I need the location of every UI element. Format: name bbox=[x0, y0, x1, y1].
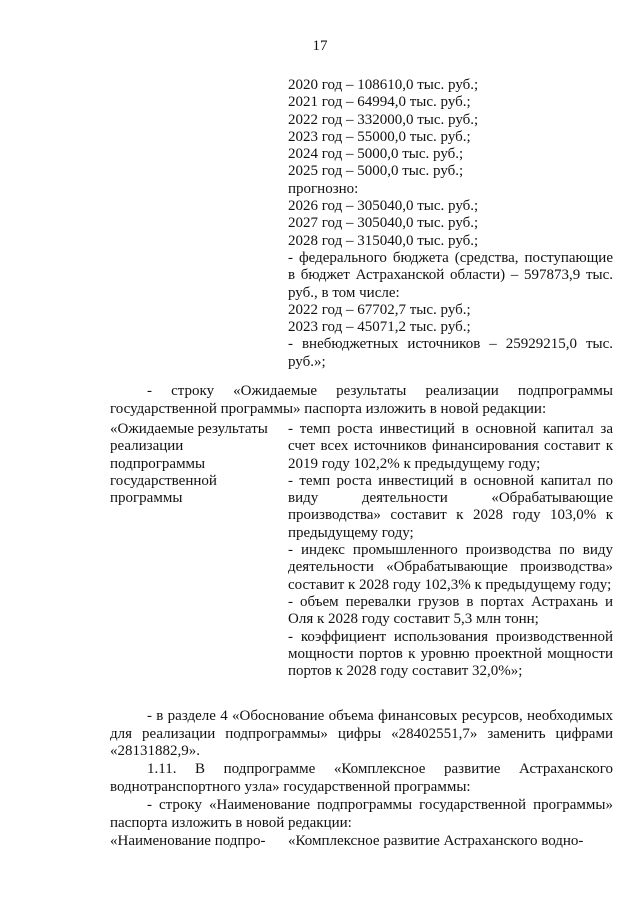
result-item: - коэффициент использования производственной мощности портов к уровню проектной мощности портов к 2028 году составит 32,0%»; bbox=[288, 628, 613, 680]
name-table-content: «Комплексное развитие Астраханского водно- bbox=[288, 833, 584, 849]
result-item: - темп роста инвестиций в основной капитал за счет всех источников финансирования составит к 2019 году 102,2% к предыдущему году; bbox=[288, 421, 613, 472]
finance-line: 2021 год – 64994,0 тыс. руб.; bbox=[288, 94, 471, 111]
finance-line: 2027 год – 305040,0 тыс. руб.; bbox=[288, 215, 479, 232]
finance-line: 2020 год – 108610,0 тыс. руб.; bbox=[288, 77, 479, 93]
result-item: - темп роста инвестиций в основной капитал по виду деятельности «Обрабатывающие производства» составит к 2028 году 103,0% к предыдущему году; bbox=[288, 472, 613, 541]
finance-line: 2028 год – 315040,0 тыс. руб.; bbox=[288, 232, 479, 249]
federal-line: 2022 год – 67702,7 тыс. руб.; bbox=[288, 301, 471, 318]
finance-line: 2022 год – 332000,0 тыс. руб.; bbox=[288, 111, 479, 128]
finance-line: 2024 год – 5000,0 тыс. руб.; bbox=[288, 146, 464, 163]
expected-results-content bbox=[288, 421, 613, 680]
name-table bbox=[110, 833, 613, 853]
federal-line: 2023 год – 45071,2 тыс. руб.; bbox=[288, 319, 471, 336]
expected-results-table bbox=[110, 421, 613, 706]
federal-budget-text: - федерального бюджета (средства, поступающие в бюджет Астраханской области) – 597873,9 тыс. руб., в том числе: bbox=[288, 249, 613, 301]
finance-line: 2023 год – 55000,0 тыс. руб.; bbox=[288, 128, 471, 145]
name-table-label: «Наименование подпро- bbox=[110, 833, 266, 849]
finance-line: прогнозно: bbox=[288, 180, 359, 197]
finance-schedule bbox=[288, 77, 613, 371]
name-row-intro: - строку «Наименование подпрограммы государственной программы» паспорта изложить в новой редакции: bbox=[110, 797, 613, 831]
finance-line: 2025 год – 5000,0 тыс. руб.; bbox=[288, 163, 464, 180]
extrabudgetary-text: - внебюджетных источников – 25929215,0 тыс. руб.»; bbox=[288, 336, 613, 370]
section4-paragraph: - в разделе 4 «Обоснование объема финансовых ресурсов, необходимых для реализации подпрограммы» цифры «28402551,7» заменить цифрами «28131882,9». bbox=[110, 708, 613, 759]
result-item: - индекс промышленного производства по виду деятельности «Обрабатывающие производства» составит к 2028 году 102,3% к предыдущему году; bbox=[288, 542, 613, 593]
expected-results-label: «Ожидаемые результаты реализации подпрограммы государственной программы bbox=[110, 421, 268, 507]
result-item: - объем перевалки грузов в портах Астрахань и Оля к 2028 году составит 5,3 млн тонн; bbox=[288, 593, 613, 628]
paragraph-1-11: 1.11. В подпрограмме «Комплексное развитие Астраханского воднотранспортного узла» государственной программы: bbox=[110, 761, 613, 795]
page-number: 17 bbox=[312, 38, 328, 54]
expected-results-intro: - строку «Ожидаемые результаты реализации подпрограммы государственной программы» паспорта изложить в новой редакции: bbox=[110, 383, 613, 417]
finance-line: 2026 год – 305040,0 тыс. руб.; bbox=[288, 198, 479, 215]
